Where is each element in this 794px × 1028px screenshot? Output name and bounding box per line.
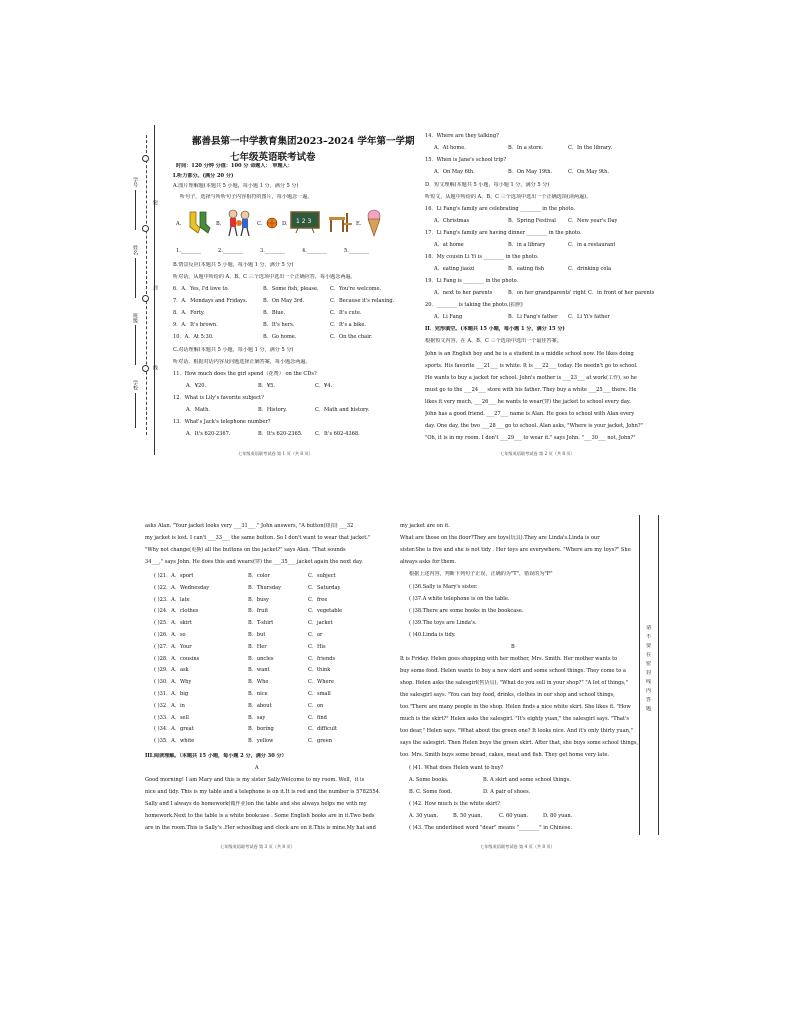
- cloze-option: ( )21．A．sport: [154, 573, 194, 579]
- cloze-option: B．boring: [248, 726, 274, 733]
- option: D. A pair of shoes.: [483, 789, 531, 795]
- answer-blank[interactable]: 4.________: [302, 248, 328, 254]
- option: A. Some books.: [409, 777, 449, 783]
- seal-notice-char: 线: [646, 679, 652, 685]
- cloze-option: C．Where: [308, 679, 334, 686]
- passage-line: He wants to buy a jacket for school. John's mother is ___23___ at work(工作), so he: [425, 375, 637, 381]
- passage-line: always asks for them.: [400, 559, 456, 565]
- cloze-option: B．nice: [248, 691, 268, 697]
- binding-hole: [142, 295, 149, 302]
- cloze-option: C．small: [308, 691, 331, 697]
- option: C．New year's Day: [568, 218, 618, 224]
- cloze-option: ( )23．A．late: [154, 596, 190, 603]
- socks-picture: [186, 210, 212, 236]
- option: A．At home.: [434, 145, 466, 151]
- cloze-option: B．Who: [248, 679, 269, 686]
- question: 13．What's Jack's telephone number?: [173, 419, 271, 425]
- option: B．Go home.: [263, 334, 297, 340]
- option: B．History.: [258, 407, 287, 413]
- student-name-label: 姓名: [132, 245, 138, 255]
- option: B．in a library: [508, 242, 546, 248]
- option: B．eating fish: [508, 266, 545, 272]
- page-1: [110, 125, 415, 460]
- option: B. A skirt and some school things.: [483, 777, 571, 783]
- cloze-option: ( )26．A．so: [154, 632, 186, 638]
- seal-notice-char: 密: [646, 661, 652, 667]
- question: 11．How much does the girl spend（花费） on the CDs?: [173, 371, 317, 377]
- instruction: 听对话，根据对话内容及问题选择正确答案，每小题念两遍。: [173, 359, 311, 365]
- question: 19．Li Fang is ________ in the photo.: [425, 278, 519, 284]
- cloze-option: ( )25．A．skirt: [154, 620, 192, 627]
- passage-line: likes it very much, ___26___ he wants to wear(穿) the jacket to school every day.: [425, 399, 631, 405]
- seal-notice-char: 在: [646, 652, 652, 658]
- tf-question: ( )40.Linda is tidy.: [409, 632, 456, 638]
- cloze-option: C．or: [308, 632, 323, 638]
- passage-line: my jacket is lost. I can't ___33___ the same button. So I don't want to wear that jacket.": [145, 535, 371, 541]
- option: A．next to her parents: [434, 290, 493, 296]
- option: 7．A．Mondays and Fridays.: [173, 298, 248, 304]
- cloze-option: ( )35．A．white: [154, 738, 195, 745]
- seal-char: 封: [152, 285, 158, 290]
- option: C．On the chair.: [330, 334, 373, 340]
- exam-meta: 时间：120 分钟 分值：100 分 命题人： 审题人：: [176, 163, 293, 169]
- cloze-option: C．green: [308, 738, 332, 745]
- section-heading: I.听力部分。(满分 20 分): [173, 173, 234, 179]
- option: C．In the library.: [568, 145, 613, 151]
- cloze-option: B．but: [248, 632, 266, 638]
- binding-line: [154, 125, 155, 455]
- option: A．On May 6th.: [434, 169, 475, 175]
- blackboard-picture: [290, 211, 320, 233]
- cloze-option: ( )28．A．cousins: [154, 655, 200, 662]
- option: C．It's cute.: [330, 310, 362, 316]
- passage-line: asks Alan. "Your jacket looks very ___31___." John answers, "A button(纽扣) ___32: [145, 523, 354, 529]
- option: B．Blue.: [263, 310, 286, 316]
- binding-line: [658, 515, 659, 835]
- cloze-option: C．on: [308, 702, 324, 709]
- passage-line: "Oh, it is in my room. I don't ___29___ to wear it." says John. "___30___ not, John?": [425, 435, 636, 441]
- option: 10．A．At 5:30.: [173, 334, 214, 340]
- option: B．On May 3rd.: [263, 298, 305, 304]
- option: A．Math.: [186, 407, 210, 413]
- section-heading: D．短文理解(本题共 5 小题，每小题 1 分，满分 5 分): [425, 182, 550, 188]
- seal-notice-char: 封: [646, 670, 652, 676]
- option: B．Spring Festival: [508, 218, 556, 224]
- ball-picture: [266, 217, 278, 229]
- cloze-option: ( )27．A．Your: [154, 643, 192, 650]
- option: C．Because it's relaxing.: [330, 298, 395, 304]
- cloze-option: ( )30．A．Why: [154, 679, 192, 686]
- cloze-option: B．fruit: [248, 608, 269, 615]
- cloze-option: C．His: [308, 643, 326, 650]
- option: A. 30 yuan.: [409, 813, 439, 819]
- option: A．Christmas: [434, 218, 470, 224]
- answer-blank[interactable]: 5.________: [344, 248, 370, 254]
- page-2: [420, 125, 670, 460]
- passage-line: says the salesgirl. Then Helen buys the green skirt. After that, she buys some school things,: [400, 740, 639, 746]
- passage-line: sports. His favorite ___21___ is white. It is ___22___ today. He needn't go to school.: [425, 363, 638, 369]
- passage-line: John is an English boy and he is a student in a middle school now. He likes doing: [425, 351, 634, 357]
- desk-chair-picture: [327, 211, 353, 235]
- passage-line: are in the room.This is Sally's .Her schoolbag and clock are on it.This is mine.My hat and: [145, 825, 376, 831]
- question: 12．What is Lily's favorite subject?: [173, 395, 264, 401]
- cloze-option: B．Her: [248, 643, 267, 650]
- option: A．Li Fang: [434, 314, 463, 320]
- passage-line: too."There are many people in the shop. Helen finds a nice white skirt. She likes it. "How: [400, 704, 631, 710]
- seal-notice-char: 内: [646, 688, 652, 694]
- svg-text:1 2 3: 1 2 3: [296, 218, 312, 225]
- picture-label: E.: [356, 221, 362, 227]
- passage-line: What are those on the floor?They are toys(玩具).They are Linda's.Linda is our: [400, 535, 600, 541]
- instruction: 根据短文内容，在 A、B、C 三个选项中选出一个最佳答案。: [425, 338, 562, 344]
- passage-line: nice and tidy. This is my table and a telephone is on it.It is red and the number is 5782554.: [145, 789, 381, 795]
- option: D. 80 yuan.: [543, 813, 573, 819]
- seal-char: 密: [152, 200, 158, 205]
- passage-line: my jacket are on it.: [400, 523, 450, 529]
- passage-line: homework.Next to the table is a white bookcase . Some English books are in it.Two beds: [145, 813, 375, 819]
- option: B．It's 620-2365.: [258, 431, 303, 437]
- cloze-option: B．Thursday: [248, 584, 282, 591]
- question: 14．Where are they talking?: [425, 133, 499, 139]
- seal-notice-char: 题: [646, 706, 652, 712]
- passage-label: B: [511, 644, 515, 650]
- cloze-option: ( )31．A．big: [154, 691, 189, 697]
- passage-line: must go to the ___24___ store with his father. They buy a white ___25___ there. He: [425, 387, 637, 393]
- question: 18．My cousin Li Yi is ________ in the photo.: [425, 254, 539, 260]
- tf-question: ( )39.The toys are Linda's.: [409, 620, 477, 626]
- option: C．in front of her parents: [588, 290, 655, 296]
- passage-line: sister.She is five and she is not tidy . Her toys are everywhere. "Where are my toys?" She: [400, 547, 631, 553]
- cloze-option: B．busy: [248, 596, 269, 603]
- option: A．¥20.: [186, 383, 207, 389]
- option: C．It's 602-4368.: [315, 431, 360, 437]
- question: 15．When is Jane's school trip?: [425, 157, 507, 163]
- passage-label: A: [255, 765, 259, 771]
- option: C．drinking cola: [568, 266, 612, 272]
- answer-blank[interactable]: 2.________: [218, 248, 244, 254]
- page-3: [140, 515, 390, 850]
- school-label: 学校: [132, 380, 138, 390]
- student-number-label: 学号: [132, 177, 138, 187]
- exam-subtitle: 七年级英语联考试卷: [230, 152, 316, 163]
- answer-blank[interactable]: 3.________: [260, 248, 286, 254]
- passage-line: Sally and I always do homework(做作业)on the table and she always helps me with my: [145, 801, 367, 807]
- cloze-option: C．Saturday: [308, 584, 341, 591]
- instruction: 听句子，选择与所听句子内容相符的图片，每小题念一遍。: [180, 194, 313, 200]
- cloze-option: B．want: [248, 667, 270, 674]
- seal-char: 线: [152, 365, 158, 370]
- cloze-option: C．vegetable: [308, 608, 343, 615]
- passage-line: John has a good friend. ___27___ name is Alan. He goes to school with Alan every: [425, 411, 635, 417]
- cloze-option: ( )32．A．in: [154, 702, 185, 709]
- question: ( )41. What does Helen want to buy?: [409, 765, 504, 771]
- passage-line: too dear," Helen says. "What about the green one? It looks nice. And it's only thirty yuan,": [400, 728, 633, 734]
- question: 20．________ is taking the photo.(拍照): [425, 302, 523, 308]
- instruction: 听短文，从题中所给的 A、B、C 三个选项中选出一个正确选项(读两遍)。: [425, 194, 592, 200]
- binding-hole: [142, 225, 149, 232]
- question: 16．Li Fang's family are celebrating ________ in the photo.: [425, 206, 576, 212]
- option: B．Li Fang's father: [508, 314, 558, 320]
- kids-basketball-picture: [224, 208, 254, 238]
- option: C．It's a bike.: [330, 322, 366, 328]
- option: A．at home: [434, 242, 464, 248]
- option: B．In a store.: [508, 145, 544, 151]
- passage-line: the salesgirl says. "You can buy food, drinks, clothes in our shop and school things,: [400, 692, 615, 698]
- option: B. C. Some food.: [409, 789, 452, 795]
- seal-notice-char: 不: [646, 634, 652, 640]
- option: C. 60 yuan.: [499, 813, 529, 819]
- passage-line: buy some food. Helen wants to buy a new skirt and some school things. They come to a: [400, 668, 626, 674]
- option: C．On May 9th.: [568, 169, 610, 175]
- picture-label: C.: [257, 221, 263, 227]
- option: C．Math and history.: [315, 407, 370, 413]
- cloze-option: C．subject: [308, 573, 336, 579]
- option: B．Some fish, please.: [263, 286, 319, 292]
- passage-line: day. One day, the two ___28___ go to school. Alan asks, "Where is your jacket, John?": [425, 423, 643, 429]
- cloze-option: B．uncles: [248, 655, 274, 662]
- cloze-option: B．yellow: [248, 738, 274, 745]
- class-label: 班级: [132, 313, 138, 323]
- cut-line: [146, 135, 147, 435]
- option: C．You're welcome.: [330, 286, 382, 292]
- option: 6．A．Yes, I'd love to.: [173, 286, 230, 292]
- cloze-option: B．T-shirt: [248, 620, 274, 627]
- option: C．Li Yi's father: [568, 314, 610, 320]
- option: A．eating jiaozi: [434, 266, 475, 272]
- cloze-option: ( )24．A．clothes: [154, 608, 199, 615]
- tf-question: ( )36.Sally is Mary's sister.: [409, 584, 478, 590]
- option: B．On May 19th.: [508, 169, 553, 175]
- passage-line: Good morning! I am Mary and this is my sister Sally.Welcome to my room. Well，it is: [145, 777, 365, 783]
- section-heading: A.图片理解题(本题共 5 小题，每小题 1 分，满分 5 分): [173, 183, 299, 189]
- cloze-option: C．jacket: [308, 620, 333, 627]
- cloze-option: B．about: [248, 702, 272, 709]
- cloze-option: ( )29．A．ask: [154, 667, 189, 674]
- option: B．on her grandparents' right: [508, 290, 586, 296]
- page-footer: 七年级英语联考试卷 第 3 页（共 8 页）: [220, 844, 295, 849]
- cloze-option: C．think: [308, 667, 331, 674]
- option: 8．A．Forty.: [173, 310, 205, 316]
- binding-hole: [142, 365, 149, 372]
- section-heading: B.情景反应(本题共 5 小题，每小题 1 分，满分 5 分): [173, 262, 294, 268]
- option: C．¥4.: [315, 383, 333, 389]
- option: A．It's 620-2367.: [186, 431, 231, 437]
- picture-label: D.: [282, 221, 288, 227]
- tf-question: ( )37.A white telephone is on the table.: [409, 596, 510, 602]
- seal-notice-char: 要: [646, 643, 652, 649]
- option: B. 50 yuan.: [453, 813, 483, 819]
- section-heading: II．完形填空。(本题共 15 小题，每小题 1 分，满分 15 分): [425, 326, 565, 332]
- picture-label: A.: [176, 221, 182, 227]
- seal-notice-char: 答: [646, 697, 652, 703]
- passage-line: It is Friday. Helen goes shopping with her mother, Mrs. Smith. Her mother wants to: [400, 656, 618, 662]
- answer-blank[interactable]: 1.________: [176, 248, 202, 254]
- cloze-option: ( )22．A．Wednesday: [154, 584, 210, 591]
- binding-line: [639, 515, 640, 835]
- page-footer: 七年级英语联考试卷 第 4 页（共 8 页）: [480, 844, 555, 849]
- passage-line: "Why not change(更换) all the buttons on the jacket?" says Alan. "That sounds: [145, 547, 346, 553]
- cloze-option: B．color: [248, 573, 270, 579]
- passage-line: shop. Helen asks the salesgirl(售货员), "What do you sell in your shop?" "A lot of things,": [400, 680, 628, 686]
- option: B．¥5.: [258, 383, 275, 389]
- page-footer: 七年级英语联考试卷 第 1 页（共 8 页）: [238, 451, 313, 456]
- binding-hole: [142, 155, 149, 162]
- picture-label: B.: [216, 221, 222, 227]
- option: C．in a restaurant: [568, 242, 616, 248]
- instruction: 听对话，从题中所给的 A、B、C 三个选项中选出一个正确应答，每小题念两遍。: [173, 274, 356, 280]
- page-footer: 七年级英语联考试卷 第 2 页（共 8 页）: [500, 451, 575, 456]
- cloze-option: ( )33．A．sell: [154, 714, 189, 721]
- option: B．It's hers.: [263, 322, 295, 328]
- section-heading: III.阅读理解。（本题共 15 小题，每小题 2 分，满分 30 分）: [145, 753, 287, 759]
- question: ( )42. How much is the white skirt?: [409, 801, 500, 807]
- exam-title: 鄯善县第一中学教育集团2023–2024 学年第一学期: [192, 136, 415, 147]
- seal-notice-char: 请: [646, 625, 652, 631]
- cloze-option: C．find: [308, 714, 327, 721]
- cloze-option: C．free: [308, 596, 328, 603]
- cloze-option: B．say: [248, 714, 266, 721]
- question: ( )43. The underlined word "dear" means "________" in Chinese.: [409, 825, 573, 831]
- option: 9．A．It's brown.: [173, 322, 218, 328]
- question: 17．Li Fang's family are having dinner ________ in the photo.: [425, 230, 582, 236]
- page-4: [395, 515, 685, 850]
- cloze-option: ( )34．A．great: [154, 726, 194, 733]
- cloze-option: C．difficult: [308, 726, 337, 733]
- section-heading: C.对话理解(本题共 5 小题，每小题 1 分，满分 5 分): [173, 347, 294, 353]
- tf-question: ( )38.There are some books in the bookcase.: [409, 608, 524, 614]
- passage-line: much is the skirt?" Helen asks the salesgirl. "It's eighty yuan," the salesgirl says. "That's: [400, 716, 629, 722]
- passage-line: too. Mrs. Smith buys some bread, cakes, meat and fish. They get home very late.: [400, 752, 610, 758]
- cloze-option: C．friends: [308, 655, 336, 662]
- instruction: 根据上述内容，判断下列句子正误，正确的为"T"，错误的为"F": [409, 571, 553, 577]
- ice-cream-picture: [366, 209, 382, 237]
- passage-line: 34___," says John. He does this and wears(穿) the ___35___ jacket again the next day.: [145, 559, 363, 565]
